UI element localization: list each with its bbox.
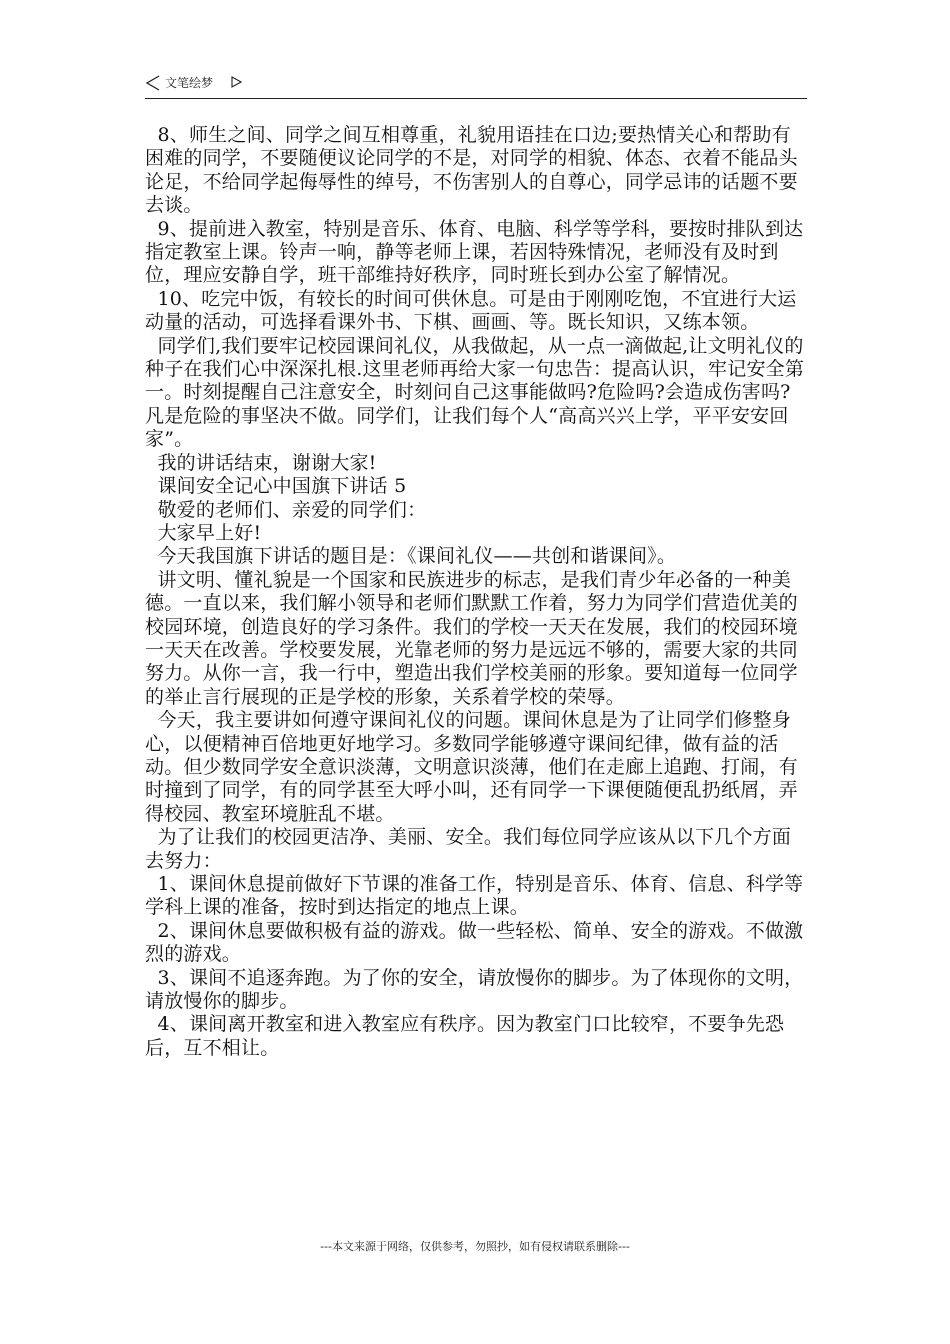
greeting: 大家早上好! [145, 521, 262, 544]
document-body [145, 124, 809, 1060]
paragraph: 我的讲话结束，谢谢大家! [145, 451, 377, 474]
section-heading: 课间安全记心中国旗下讲话 5 [145, 475, 407, 498]
paragraph: 今天我国旗下讲话的题目是：《课间礼仪——共创和谐课间》。 [145, 545, 677, 568]
list-item: 4、课间离开教室和进入教室应有秩序。因为教室门口比较窄，不要争先恐后，互不相让。 [145, 1013, 785, 1059]
right-triangle-icon [230, 76, 242, 88]
paragraph: 讲文明、懂礼貌是一个国家和民族进步的标志，是我们青少年必备的一种美德。一直以来，我们解小领导和老师们默默工作着，努力为同学们营造优美的校园环境，创造良好的学习条件。我们的学校一天天在发展，我们的校园环境一天天在改善。学校要发展，光靠老师的努力是远远不够的，需要大家的共同努力。从你一言，我一行中，塑造出我们学校美丽的形象。要知道每一位同学的举止言行展现的正是学校的形象，关系着学校的荣辱。 [145, 568, 798, 708]
paragraph: 今天，我主要讲如何遵守课间礼仪的问题。课间休息是为了让同学们修整身心，以便精神百倍地更好地学习。多数同学能够遵守课间纪律，做有益的活动。但少数同学安全意识淡薄，文明意识淡薄，他们在走廊上追跑、打闹，有时撞到了同学，有的同学甚至大呼小叫，还有同学一下课便随便乱扔纸屑，弄得校园、教室环境脏乱不堪。 [145, 709, 798, 825]
left-triangle-icon [145, 75, 161, 91]
list-item: 2、课间休息要做积极有益的游戏。做一些轻松、简单、安全的游戏。不做激烈的游戏。 [145, 919, 804, 966]
paragraph: 同学们,我们要牢记校园课间礼仪，从我做起，从一点一滴做起,让文明礼仪的种子在我们心中深深扎根.这里老师再给大家一句忠告：提高认识，牢记安全第一。时刻提醒自己注意安全，时刻问自己这事能做吗?危险吗?会造成伤害吗?凡是危险的事坚决不做。同学们，让我们每个人“高高兴兴上学，平平安安回家”。 [145, 334, 805, 451]
header-title: 文笔绘梦 [165, 76, 214, 90]
list-item: 3、课间不追逐奔跑。为了你的安全，请放慢你的脚步。为了体现你的文明，请放慢你的脚步。 [145, 966, 804, 1013]
paragraph: 10、吃完中饭，有较长的时间可供休息。可是由于刚刚吃饱，不宜进行大运动量的活动，可选择看课外书、下棋、画画、等。既长知识，又练本领。 [145, 287, 797, 334]
paragraph: 8、师生之间、同学之间互相尊重，礼貌用语挂在口边;要热情关心和帮助有困难的同学，不要随便议论同学的不是，对同学的相貌、体态、衣着不能品头论足，不给同学起侮辱性的绰号，不伤害别人的自尊心，同学忌讳的话题不要去谈。 [145, 124, 798, 217]
footer-disclaimer: ---本文来源于网络，仅供参考，勿照抄，如有侵权请联系删除--- [320, 1240, 630, 1253]
paragraph: 为了让我们的校园更洁净、美丽、安全。我们每位同学应该从以下几个方面去努力： [145, 826, 792, 872]
page-header [145, 74, 807, 99]
salutation: 敬爱的老师们、亲爱的同学们： [145, 498, 427, 521]
paragraph: 9、提前进入教室，特别是音乐、体育、电脑、科学等学科，要按时排队到达指定教室上课。铃声一响，静等老师上课，若因特殊情况，老师没有及时到位，理应安静自学，班干部维持好秩序，同时班长到办公室了解情况。 [145, 217, 804, 287]
list-item: 1、课间休息提前做好下节课的准备工作，特别是音乐、体育、信息、科学等学科上课的准备，按时到达指定的地点上课。 [145, 873, 804, 919]
